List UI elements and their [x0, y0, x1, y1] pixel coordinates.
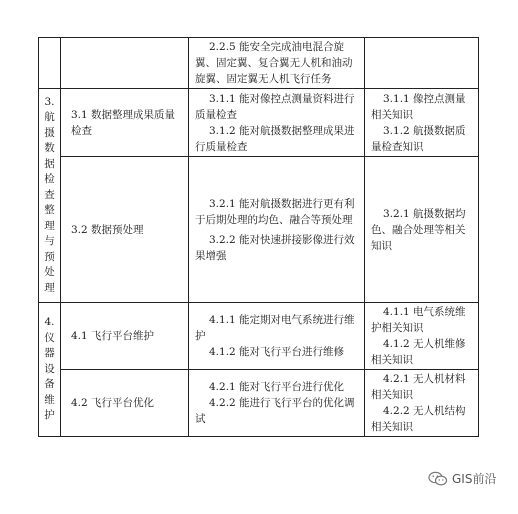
category-char: 备 [44, 378, 55, 391]
skill-cell [189, 38, 365, 89]
category-char: 检 [44, 173, 55, 186]
competency-table [38, 37, 479, 437]
category-char: 与 [44, 235, 55, 248]
skill-item: 3.1.2 能对航摄数据整理成果进行质量检查 [195, 124, 355, 153]
category-char: 预 [44, 250, 55, 263]
knowledge-item: 4.2.1 无人机材料相关知识 [371, 373, 466, 401]
category-char: 理 [44, 219, 55, 232]
category-cell [39, 89, 61, 303]
knowledge-item: 3.1.1 像控点测量相关知识 [371, 92, 466, 121]
knowledge-cell [365, 370, 479, 437]
unit-cell: 3.1 数据整理成果质量检查 [61, 89, 189, 157]
skill-item: 4.1.2 能对飞行平台进行维修 [209, 346, 345, 358]
watermark [428, 470, 496, 487]
skill-cell [189, 157, 365, 303]
unit-cell [61, 38, 189, 89]
knowledge-item: 4.2.2 无人机结构相关知识 [371, 405, 466, 433]
knowledge-cell [365, 303, 479, 370]
skill-item: 2.2.5 能安全完成油电混合旋翼、固定翼、复合翼无人机和油动旋翼、固定翼无人机飞行任务 [195, 41, 353, 85]
skill-cell [189, 303, 365, 370]
knowledge-item: 4.1.2 无人机维修相关知识 [371, 338, 466, 366]
unit-cell: 4.2 飞行平台优化 [61, 370, 189, 437]
wechat-icon [428, 471, 448, 487]
knowledge-cell [365, 157, 479, 303]
category-char: 查 [44, 188, 55, 201]
knowledge-item: 3.2.1 航摄数据均色、融合处理等相关知识 [371, 207, 466, 252]
unit-cell: 4.1 飞行平台维护 [61, 303, 189, 370]
table-row [39, 157, 479, 303]
table-row [39, 370, 479, 437]
category-char: 航 [44, 111, 55, 124]
category-char: 数 [44, 142, 55, 155]
skill-item: 3.2.1 能对航摄数据进行更有利于后期处理的均色、融合等预处理 [195, 197, 355, 226]
knowledge-item: 3.1.2 航摄数据质量检查知识 [371, 124, 466, 153]
table-row [39, 89, 479, 157]
table-row [39, 38, 479, 89]
category-char: 仪 [44, 331, 55, 344]
category-char: 整 [44, 204, 55, 217]
skill-item: 4.2.1 能对飞行平台进行优化 [209, 381, 345, 393]
category-char: 设 [44, 362, 55, 375]
category-char: 摄 [44, 126, 55, 139]
category-char: 器 [44, 347, 55, 360]
skill-cell [189, 89, 365, 157]
category-char: 处 [44, 266, 55, 279]
skill-item: 3.1.1 能对像控点测量资料进行质量检查 [195, 92, 355, 121]
skill-item: 3.2.2 能对快速拼接影像进行效果增强 [195, 233, 355, 262]
category-char: 4. [44, 316, 55, 329]
category-cell [39, 38, 61, 89]
knowledge-cell [365, 89, 479, 157]
category-cell [39, 303, 61, 437]
table-row [39, 303, 479, 370]
knowledge-item: 4.1.1 电气系统维护相关知识 [371, 306, 466, 334]
category-char: 护 [44, 409, 55, 422]
watermark-text: GIS前沿 [452, 472, 497, 486]
skill-item: 4.2.2 能进行飞行平台的优化调试 [195, 397, 355, 425]
category-char: 3. [44, 95, 55, 108]
knowledge-cell [365, 38, 479, 89]
unit-cell: 3.2 数据预处理 [61, 157, 189, 303]
category-char: 理 [44, 281, 55, 294]
category-char: 维 [44, 393, 55, 406]
skill-cell [189, 370, 365, 437]
skill-item: 4.1.1 能定期对电气系统进行维护 [195, 314, 355, 342]
category-char: 据 [44, 157, 55, 170]
